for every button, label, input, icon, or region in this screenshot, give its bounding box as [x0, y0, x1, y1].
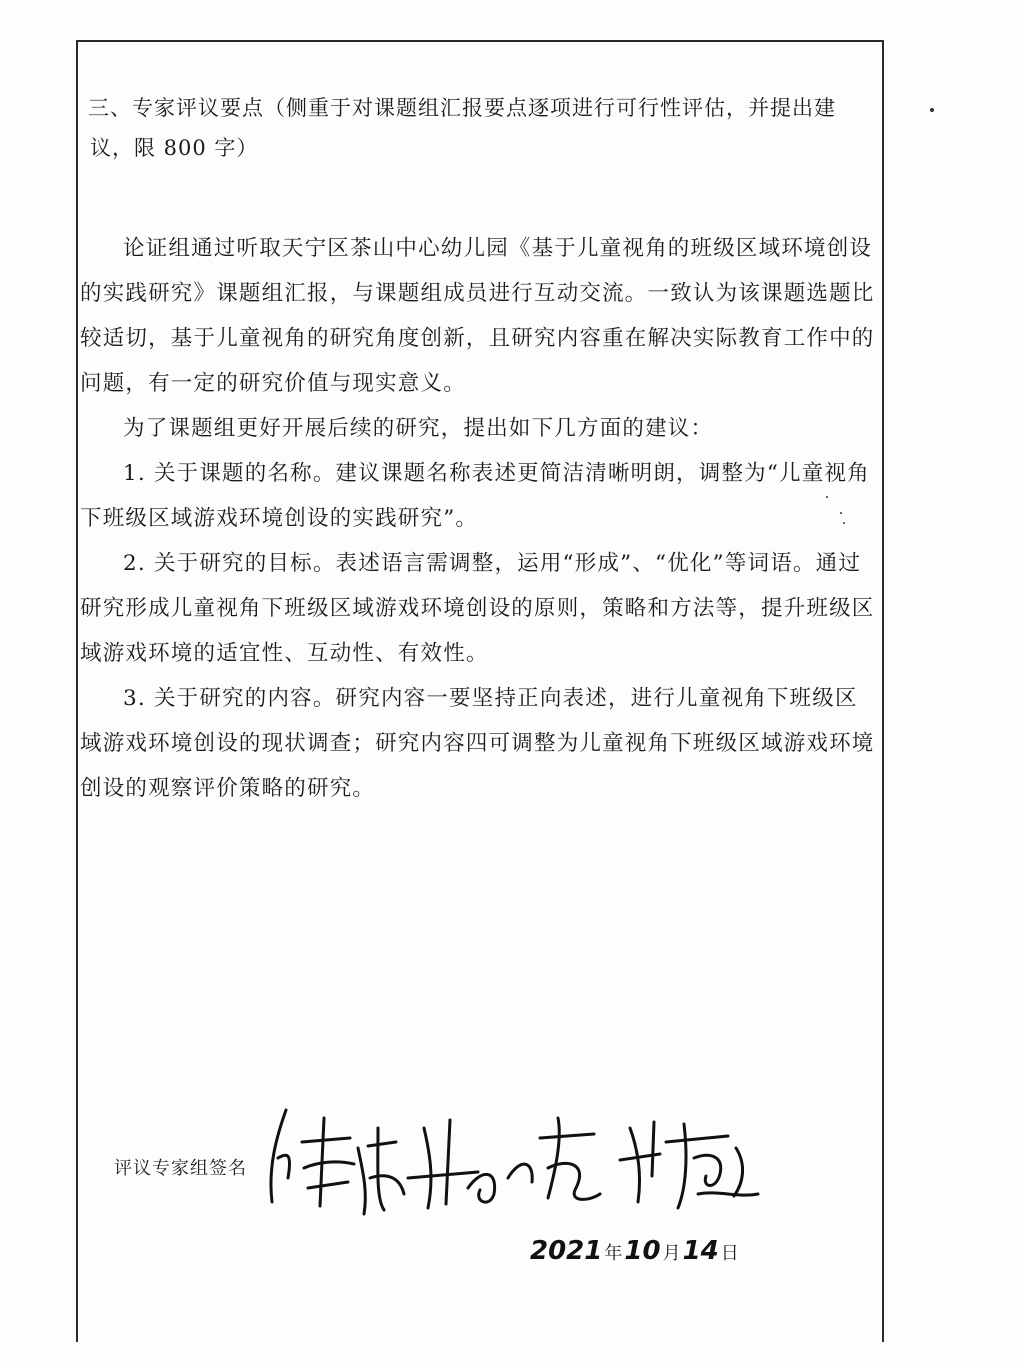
- signature-2: [408, 1118, 600, 1208]
- signature-3: [620, 1122, 758, 1208]
- date-day-handwritten: 14: [682, 1236, 719, 1266]
- date-month-suffix: 月: [662, 1243, 681, 1264]
- paragraph-suggestion-title: 1. 关于课题的名称。建议课题名称表述更简洁清晰明朗，调整为“儿童视角下班级区域游戏环境创设的实践研究”。: [80, 461, 870, 531]
- date-year-handwritten: 2021: [530, 1236, 603, 1266]
- paragraph-suggestion-content: 3. 关于研究的内容。研究内容一要坚持正向表述，进行儿童视角下班级区域游戏环境创设的现状调查；研究内容四可调整为儿童视角下班级区域游戏环境创设的观察评价策略的研究。: [80, 686, 875, 801]
- section-heading-line-1: 三、专家评议要点（侧重于对课题组汇报要点逐项进行可行性评估，并提出建: [88, 96, 836, 120]
- scan-speck: [826, 496, 828, 498]
- handwritten-signatures: [258, 1098, 778, 1238]
- scan-speck: [840, 512, 842, 514]
- paragraph-summary: 论证组通过听取天宁区茶山中心幼儿园《基于儿童视角的班级区域环境创设的实践研究》课题组汇报，与课题组成员进行互动交流。一致认为该课题选题比较适切，基于儿童视角的研究角度创新，且研究内容重在解决实际教育工作中的问题，有一定的研究价值与现实意义。: [80, 236, 875, 396]
- review-body: [80, 226, 880, 811]
- signature-label: 评议专家组签名: [114, 1158, 247, 1179]
- scan-speck: [930, 108, 934, 112]
- paragraph-intro-suggestions: 为了课题组更好开展后续的研究，提出如下几方面的建议：: [123, 416, 714, 441]
- signature-date: [530, 1236, 741, 1266]
- section-heading-line-2: 议，限 800 字）: [90, 136, 259, 160]
- date-year-suffix: 年: [604, 1243, 623, 1264]
- date-month-handwritten: 10: [624, 1236, 661, 1266]
- scan-speck: [843, 522, 845, 524]
- paragraph-suggestion-goal: 2. 关于研究的目标。表述语言需调整，运用“形成”、“优化”等词语。通过研究形成儿童视角下班级区域游戏环境创设的原则，策略和方法等，提升班级区域游戏环境的适宜性、互动性、有效性。: [80, 551, 875, 666]
- date-day-suffix: 日: [720, 1243, 739, 1264]
- section-heading: [88, 88, 858, 168]
- signature-1: [271, 1110, 404, 1214]
